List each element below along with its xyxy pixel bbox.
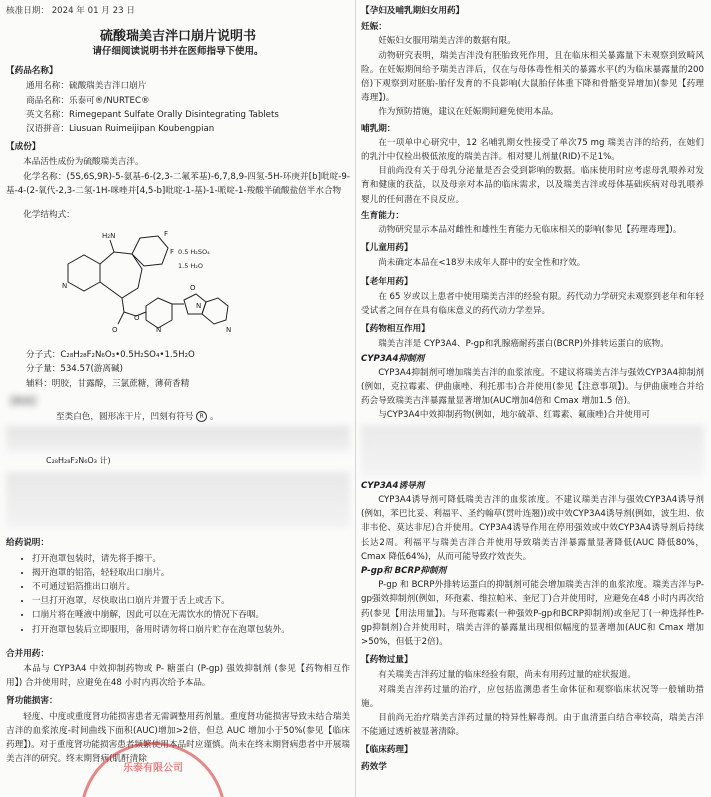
chemical-name: 化学名称：(5S,6S,9R)-5-氨基-6-(2,3-二氟苯基)-6,7,8,9-四氢-5H-环庚并[b]吡啶-9-基-4-(2-氧代-2,3-二氢-1H-咪唑并[4,5-b]吡啶-1-基)-1-哌啶-1-羧酸半硫酸盐倍半水合物: [6, 171, 350, 196]
svg-text:N: N: [156, 326, 162, 335]
lactation-p1: 在一项单中心研究中，12 名哺乳期女性接受了单次75 mg 瑞美吉泮的给药，在她们的乳汁中仅检出极低浓度的瑞美吉泮。相对婴儿剂量(RID)不足1%。: [361, 137, 704, 163]
appearance-heading: 【性状】: [6, 396, 41, 407]
svg-text:F: F: [164, 230, 169, 239]
usage-item: • 揭开泡罩的铝箔，轻轻取出口崩片。: [32, 566, 350, 580]
column-divider: [355, 0, 356, 797]
chemical-structure: [6, 224, 350, 344]
chemical-structure-drawing: [6, 224, 236, 344]
pyridine-ring: [68, 255, 100, 291]
usage-item: • 一旦打开泡罩，尽快取出口崩片并置于舌上或舌下。: [32, 594, 350, 608]
molecular-formula: 分子式：C₂₈H₂₈F₂N₆O₃•0.5H₂SO₄•1.5H₂O: [26, 350, 195, 361]
svg-text:O: O: [112, 326, 118, 335]
right-column: [361, 0, 704, 774]
pgp-bcrp-label: P-gp和 BCRP抑制剂: [361, 565, 447, 576]
pregnancy-heading: 【孕妇及哺乳期妇女用药】: [361, 6, 465, 16]
overdose-p3: 目前尚无治疗瑞美吉泮药过量的特异性解毒剂。由于血清蛋白结合率较高，瑞美吉泮不能通过透析被显著清除。: [361, 712, 704, 738]
geriatric-text: 在 65 岁或以上患者中使用瑞美吉泮的经验有限。药代动力学研究未观察到老年和年轻受试者之间存在具有临床意义的药代动力学差异。: [361, 291, 704, 317]
cyp3a4-inducer-label: CYP3A4诱导剂: [361, 480, 425, 491]
piperidine-ring: [146, 298, 172, 328]
redacted-block-2: [6, 472, 350, 528]
renal-text: 轻度、中度或重度肾功能损害患者无需调整用药剂量。重度肾功能损害导致未结合瑞美吉泮的血浆浓度-时间曲线下面积(AUC)增加>2倍，但总 AUC 增加小于50%(参见【临床药理】)。对于重度肾功能损害患者频繁使用本品时应谨慎。尚未在终末期肾病患者中开展瑞美吉泮的研究。终末期肾病(肌酐清除: [6, 711, 350, 765]
usage-item: • 打开泡罩包装时，请先将手擦干。: [32, 552, 350, 566]
structure-label: 化学结构式：: [23, 210, 75, 221]
composition-line1: 本品活性成份为硫酸瑞美吉泮。: [23, 157, 144, 168]
pregnancy-p3: 作为预防措施，建议在妊娠期间避免使用本品。: [378, 107, 559, 118]
cyp3a4-inhibitor-text: CYP3A4抑制剂可增加瑞美吉泮的血浆浓度。不建议将瑞美吉泮与强效CYP3A4抑制剂(例如，克拉霉素、伊曲康唑、利托那韦)合并使用(参见【注意事项】)。与伊曲康唑合并给药会导致瑞美吉泮暴露量显著增加(AUC增加4倍和 Cmax 增加1.5 倍)。: [361, 367, 704, 407]
geriatric-heading: 【老年用药】: [361, 276, 413, 287]
fertility-text: 动物研究显示本品对雌性和雄性生育能力无临床相关的影响(参见【药理毒理】)。: [378, 225, 682, 236]
overdose-p2: 对瑞美吉泮药过量的治疗，应包括监测患者生命体征和观察临床状况等一般辅助措施。: [361, 684, 704, 709]
pharmacodynamics-label: 药效学: [361, 761, 387, 772]
engraved-symbol-icon: R: [196, 411, 207, 422]
excipients: 辅料：明胶，甘露醇，三氯蔗糖，薄荷香精: [26, 378, 190, 389]
interactions-heading: 【药物相互作用】: [361, 324, 430, 335]
redacted-block-3: [361, 425, 704, 477]
generic-name: 通用名称：硫酸瑞美吉泮口崩片: [26, 81, 147, 92]
svg-text:O: O: [134, 314, 140, 323]
document-title: 硫酸瑞美吉泮口崩片说明书: [99, 29, 256, 45]
svg-text:N: N: [62, 282, 68, 291]
document-subtitle: 请仔细阅读说明书并在医师指导下使用。: [92, 46, 264, 58]
pregnancy-label: 妊娠：: [361, 22, 387, 33]
cyp3a4-inhibitor-text2: 与CYP3A4中效抑制药物(例如，地尔硫䓬、红霉素、氟康唑)合并使用可: [378, 410, 651, 421]
brand-name: 商品名称：乐泰可®/NURTEC®: [26, 95, 150, 106]
pediatric-heading: 【儿童用药】: [361, 243, 413, 254]
pyridine-ring-2: [202, 298, 228, 324]
pregnancy-p2: 动物研究表明，瑞美吉泮没有胚胎致死作用，且在临床相关暴露量下未观察到致畸风险。在妊娠期间给予瑞美吉泮后，仅在与母体毒性相关的暴露水平(约为临床暴露量的200倍)下观察到对胚胎-胎仔发育的不良影响(大鼠胎仔体重下降和骨骼变异增加)(参见【药理毒理】)。: [361, 50, 704, 104]
svg-text:H₂N: H₂N: [102, 232, 116, 241]
seal-text: 乐泰有限公司: [123, 763, 183, 774]
pregnancy-p1: 妊娠妇女服用瑞美吉泮的数据有限。: [378, 36, 516, 47]
redacted-block-1: [6, 426, 350, 452]
drug-name-heading: 【药品名称】: [6, 66, 58, 77]
lactation-p2: 目前尚没有关于母乳分泌量是否会受到影响的数据。临床使用时应考虑母乳喂养对发育和健康的获益，以及母亲对本品的临床需求，以及瑞美吉泮或母体基础疾病对母乳喂养婴儿的任何潜在不良反应。: [361, 166, 704, 205]
cyp3a4-inhibitor-label: CYP3A4抑制剂: [361, 353, 425, 364]
salt-label-2: 1.5 H₂O: [178, 262, 204, 271]
interactions-intro: 瑞美吉泮是 CYP3A4、P-gp和乳腺癌耐药蛋白(BCRP)外排转运蛋白的底物。: [378, 339, 669, 350]
usage-list: [6, 552, 350, 637]
svg-text:N: N: [196, 302, 202, 311]
fertility-label: 生育能力：: [361, 210, 404, 221]
salt-label-1: 0.5 H₂SO₄: [178, 248, 210, 257]
usage-item: • 不可通过铝箔推出口崩片。: [32, 580, 350, 594]
lactation-label: 哺乳期：: [361, 123, 396, 134]
combo-heading: 合并用药：: [6, 648, 49, 659]
svg-text:F: F: [170, 248, 175, 257]
appearance-line2: C₂₈H₂₈F₂N₆O₃ 计): [46, 456, 111, 466]
appearance-text: 至类白色，圆形冻干片，凹刻有符号: [56, 412, 194, 423]
overdose-p1: 有关瑞美吉泮药过量的临床经验有限，尚未有用药过量的症状报道。: [378, 670, 637, 681]
pgp-bcrp-text: P-gp 和 BCRP外排转运蛋白的抑制剂可能会增加瑞美吉泮的血浆浓度。瑞美吉泮与P-gp强效抑制剂(例如，环孢素、维拉帕米、奎尼丁)合并使用时，应避免在48 小时内再次给药(参见【用法用量】)。与环孢霉素(一种强效P-gp和BCRP抑制剂)或奎尼丁(一种选择性P-gp抑制剂)合并使用时，瑞美吉泮的暴露量出现相似幅度的显著增加(AUC和 Cmax 增加>50%，但低于2倍)。: [361, 580, 704, 647]
pediatric-text: 尚未确定本品在<18岁未成年人群中的安全性和疗效。: [378, 258, 586, 269]
svg-text:N: N: [226, 326, 232, 335]
renal-heading: 肾功能损害：: [6, 696, 58, 707]
approval-date: 核准日期： 2024 年 01 月 23 日: [6, 6, 135, 16]
cycloheptane-ring: [100, 252, 142, 298]
left-column: [6, 0, 350, 767]
usage-item: • 打开泡罩包装后立即服用，备用时请勿将口崩片贮存在泡罩包装外。: [32, 623, 350, 637]
cyp3a4-inducer-text: CYP3A4诱导剂可降低瑞美吉泮的血浆浓度。不建议瑞美吉泮与强效CYP3A4诱导剂(例如，苯巴比妥、利福平、圣约翰草(贯叶连翘))或中效CYP3A4诱导剂(例如，波生坦、依非韦伦、莫达非尼)合并使用。CYP3A4诱导作用在停用强效或中效CYP3A4诱导剂后持续长达2周。利福平与瑞美吉泮合并使用导致瑞美吉泮暴露量显著降低(AUC 降低80%，Cmax 降低64%)，从而可能导致疗效丧失。: [361, 494, 704, 562]
usage-heading: 给药说明：: [6, 538, 49, 549]
overdose-heading: 【药物过量】: [361, 655, 413, 666]
composition-heading: 【成份】: [6, 142, 41, 153]
pinyin-name: 汉语拼音：Liusuan Ruimeijipan Koubengpian: [26, 124, 215, 135]
appearance-line1: 至类白色，圆形冻干片，凹刻有符号 R 。: [56, 412, 219, 423]
english-name: 英文名称：Rimegepant Sulfate Orally Disintegrating Tablets: [26, 109, 279, 120]
pharmacology-heading: 【临床药理】: [361, 745, 413, 756]
combo-text: 本品与 CYP3A4 中效抑制药物或 P- 糖蛋白 (P-gp) 强效抑制剂 (参见【药物相互作用】) 合并使用时，应避免在48 小时内再次给予本品。: [6, 664, 350, 689]
usage-item: • 口崩片将在唾液中崩解，因此可以在无需饮水的情况下吞咽。: [32, 608, 350, 622]
svg-text:O: O: [190, 284, 196, 293]
molecular-weight: 分子量：534.57(游离碱): [26, 364, 123, 375]
